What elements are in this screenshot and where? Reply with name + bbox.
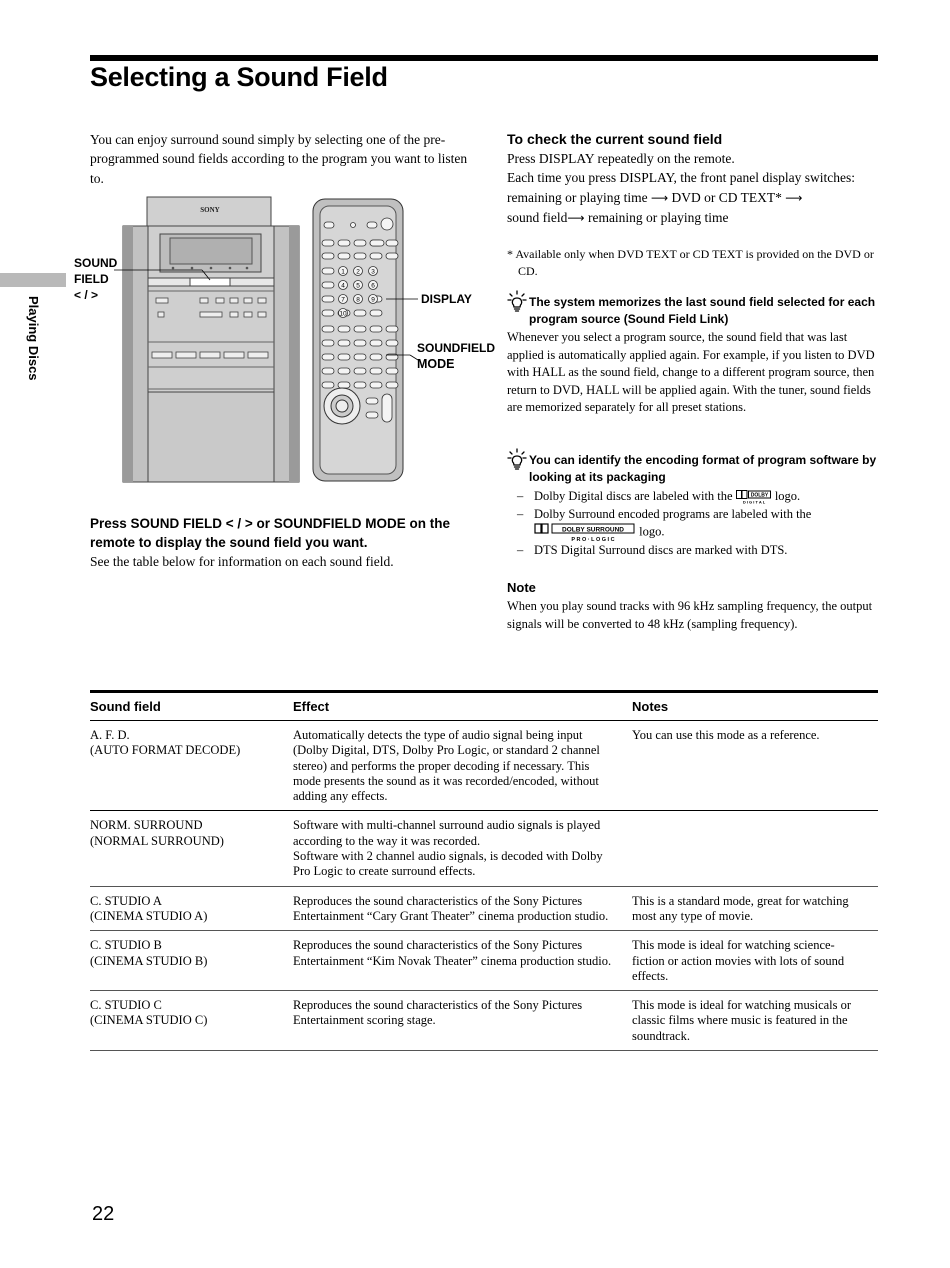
- lightbulb-icon: [507, 448, 527, 470]
- number-key-label: 3: [371, 268, 375, 276]
- instruction-bold: Press SOUND FIELD < / > or SOUNDFIELD MODE on the remote to display the sound field you want.: [90, 516, 451, 551]
- note-body: When you play sound tracks with 96 kHz sampling frequency, the output signals will be converted to 48 kHz (sampling frequency).: [507, 599, 873, 631]
- column-header-sound-field: Sound field: [90, 692, 293, 721]
- cell-sound-field: NORM. SURROUND (NORMAL SURROUND): [90, 811, 293, 886]
- check-footnote: * Available only when DVD TEXT or CD TEXT is provided on the DVD or CD.: [507, 247, 874, 278]
- cell-notes: This mode is ideal for watching science-fiction or action movies with lots of sound effects.: [632, 931, 878, 991]
- cell-effect: Software with multi-channel surround audio signals is played according to the way it was recorded. Software with 2 channel audio signals, is decoded with Dolby Pro Logic to create surround effects.: [293, 811, 632, 886]
- device-illustration: [70, 194, 500, 486]
- table-header-row: [90, 692, 878, 721]
- table-row: [90, 886, 878, 931]
- lightbulb-icon: [507, 290, 527, 312]
- number-key-label: 4: [341, 282, 345, 290]
- dolby-digital-logo: [736, 490, 772, 504]
- column-header-notes: Notes: [632, 692, 878, 721]
- check-body: Press DISPLAY repeatedly on the remote. Each time you press DISPLAY, the front panel display switches: remaining or playing time ⟶ DVD or CD TEXT* ⟶ sound field⟶ remaining or playing time: [507, 151, 855, 225]
- cell-sound-field: C. STUDIO B (CINEMA STUDIO B): [90, 931, 293, 991]
- intro-paragraph: You can enjoy surround sound simply by selecting one of the pre-programmed sound fields according to the program you want to listen to.: [90, 132, 468, 186]
- cell-sound-field: C. STUDIO A (CINEMA STUDIO A): [90, 886, 293, 931]
- title-rule: [90, 55, 878, 61]
- tip-heading: The system memorizes the last sound field selected for each program source (Sound Field Link): [529, 295, 876, 326]
- list-item: – Dolby Surround encoded programs are labeled with the DOLBY SURROUND P R O · L O G I C logo.: [517, 506, 812, 542]
- svg-text:DOLBY: DOLBY: [750, 492, 768, 499]
- tip-encoding-format: [507, 452, 879, 560]
- callout-sound-field: SOUND FIELD < / >: [74, 256, 118, 302]
- check-heading: To check the current sound field: [507, 131, 723, 147]
- arrow-right-icon: ⟶: [785, 190, 803, 205]
- encoding-list: [507, 488, 879, 560]
- number-key-label: 9: [371, 296, 375, 304]
- callout-display: DISPLAY: [421, 292, 472, 306]
- page-title: Selecting a Sound Field: [90, 62, 388, 92]
- cell-notes: This is a standard mode, great for watching most any type of movie.: [632, 886, 878, 931]
- cell-effect: Automatically detects the type of audio signal being input (Dolby Digital, DTS, Dolby Pro Logic, or standard 2 channel stereo) and performs the proper decoding if necessary. This mode presents the sound as it was recorded/encoded, without adding any effects.: [293, 721, 632, 811]
- table-row: [90, 811, 878, 886]
- number-key-label: 8: [356, 296, 360, 304]
- tip-heading: You can identify the encoding format of program software by looking at its packaging: [529, 453, 877, 484]
- number-key-label: 6: [371, 282, 375, 290]
- tip-sound-field-link: [507, 294, 879, 417]
- cell-notes: This mode is ideal for watching musicals or classic films where music is featured in the soundtrack.: [632, 991, 878, 1051]
- cell-effect: Reproduces the sound characteristics of the Sony Pictures Entertainment “Cary Grant Theater” cinema production studio.: [293, 886, 632, 931]
- svg-text:D I G I T A L: D I G I T A L: [742, 499, 765, 505]
- note-heading: Note: [507, 580, 536, 595]
- table-row: [90, 931, 878, 991]
- cell-effect: Reproduces the sound characteristics of the Sony Pictures Entertainment scoring stage.: [293, 991, 632, 1051]
- brand-text: SONY: [200, 206, 220, 214]
- tip-body: Whenever you select a program source, the sound field that was last applied is automatically applied again. For example, if you listen to DVD with HALL as the sound field, change to a different program source, then return to DVD, HALL will be applied again. With the tuner, sound fields are memorized separately for all preset stations.: [507, 330, 875, 415]
- page-number: 22: [92, 1203, 115, 1225]
- sound-field-table: [90, 690, 878, 1051]
- cell-effect: Reproduces the sound characteristics of the Sony Pictures Entertainment “Kim Novak Theater” cinema production studio.: [293, 931, 632, 991]
- arrow-right-icon: ⟶: [650, 190, 669, 205]
- number-key-label: 10: [339, 310, 347, 318]
- svg-text:P R O · L O G I C: P R O · L O G I C: [571, 537, 615, 542]
- table-row: [90, 721, 878, 811]
- section-tab-label: Playing Discs: [26, 296, 41, 381]
- list-item: – Dolby Digital discs are labeled with the DOLBY D I G I T A L logo.: [517, 489, 801, 505]
- cell-sound-field: C. STUDIO C (CINEMA STUDIO C): [90, 991, 293, 1051]
- svg-text:DOLBY SURROUND: DOLBY SURROUND: [562, 526, 624, 534]
- number-key-label: 7: [341, 296, 345, 304]
- callout-soundfield-mode: SOUNDFIELD MODE: [417, 341, 495, 371]
- table-row: [90, 991, 878, 1051]
- dolby-surround-pro-logic-logo: [534, 523, 636, 542]
- number-key-label: 1: [341, 268, 345, 276]
- cell-notes: You can use this mode as a reference.: [632, 721, 878, 811]
- column-header-effect: Effect: [293, 692, 632, 721]
- instruction-text: See the table below for information on each sound field.: [90, 554, 394, 569]
- number-key-label: 5: [356, 282, 360, 290]
- number-key-label: 2: [356, 268, 360, 276]
- cell-notes: [632, 811, 878, 886]
- list-item: – DTS Digital Surround discs are marked with DTS.: [517, 543, 788, 557]
- arrow-right-icon: ⟶: [567, 210, 585, 225]
- cell-sound-field: A. F. D. (AUTO FORMAT DECODE): [90, 721, 293, 811]
- section-tab-marker: [0, 273, 66, 287]
